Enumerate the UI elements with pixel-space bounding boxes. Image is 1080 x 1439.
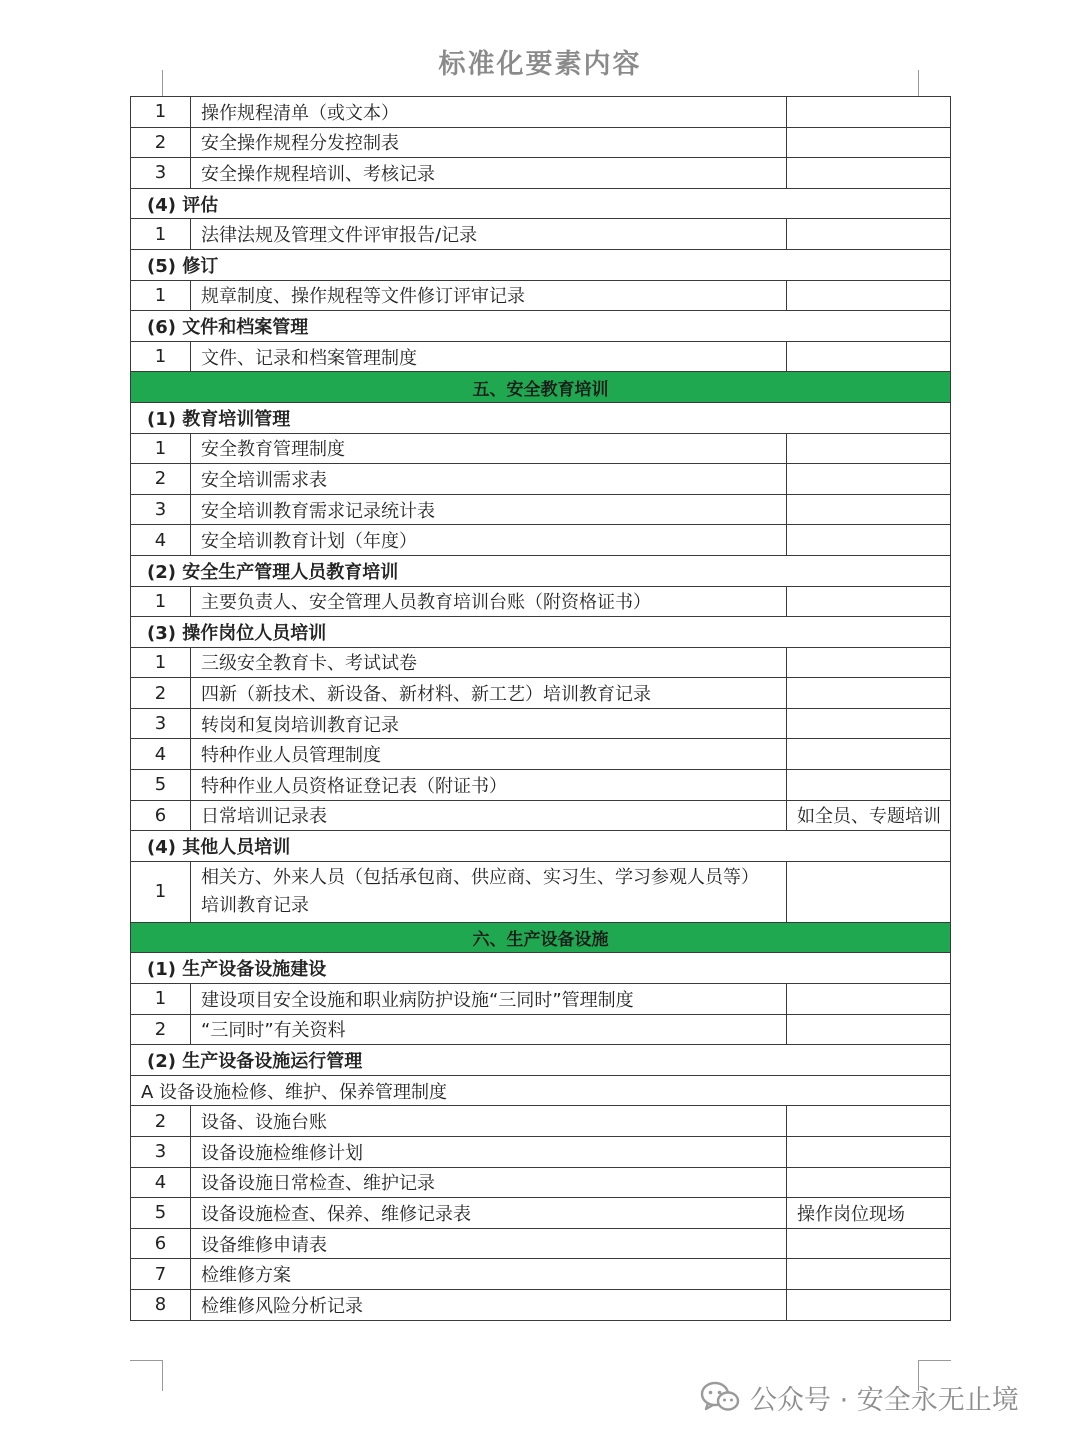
page-title: 标准化要素内容 [438, 49, 642, 80]
row-number: 4 [131, 739, 191, 770]
row-item-text: 设备设施日常检查、维护记录 [191, 1167, 787, 1198]
row-item-text: 特种作业人员管理制度 [191, 739, 787, 770]
row-note [787, 708, 951, 739]
row-note [787, 984, 951, 1015]
row-number: 8 [131, 1289, 191, 1320]
row-number: 1 [131, 586, 191, 617]
row-note [787, 464, 951, 495]
row-item-text: 特种作业人员资格证登记表（附证书） [191, 770, 787, 801]
table-row [131, 984, 951, 1015]
crop-mark-bottom-left [130, 1360, 163, 1391]
row-number: 2 [131, 127, 191, 158]
row-item-text: 相关方、外来人员（包括承包商、供应商、实习生、学习参观人员等）培训教育记录 [191, 861, 787, 922]
row-note [787, 494, 951, 525]
table-row [131, 158, 951, 189]
row-item-text: 安全培训教育需求记录统计表 [191, 494, 787, 525]
row-note [787, 586, 951, 617]
section-title: (2) 安全生产管理人员教育培训 [131, 555, 951, 586]
table-row [131, 1137, 951, 1168]
row-number: 3 [131, 494, 191, 525]
table-row [131, 219, 951, 250]
table-row [131, 1014, 951, 1045]
table-row [131, 1289, 951, 1320]
row-number: 3 [131, 708, 191, 739]
table-row [131, 1198, 951, 1229]
row-item-text: 日常培训记录表 [191, 800, 787, 831]
row-note [787, 341, 951, 372]
chapter-title: 六、生产设备设施 [131, 922, 951, 953]
row-number: 1 [131, 433, 191, 464]
row-note [787, 1289, 951, 1320]
row-item-text: 安全培训需求表 [191, 464, 787, 495]
row-item-text: 转岗和复岗培训教育记录 [191, 708, 787, 739]
section-header-row [131, 1045, 951, 1076]
table-row [131, 464, 951, 495]
table-row [131, 1228, 951, 1259]
table-row [131, 127, 951, 158]
table-row [131, 708, 951, 739]
row-number: 5 [131, 1198, 191, 1229]
row-number: 2 [131, 678, 191, 709]
section-title: (4) 其他人员培训 [131, 831, 951, 862]
section-title: (1) 生产设备设施建设 [131, 953, 951, 984]
row-note [787, 1228, 951, 1259]
row-item-text: 规章制度、操作规程等文件修订评审记录 [191, 280, 787, 311]
section-header-row [131, 402, 951, 433]
full-width-row [131, 1075, 951, 1106]
table-row [131, 1167, 951, 1198]
row-item-text: 法律法规及管理文件评审报告/记录 [191, 219, 787, 250]
row-note: 如全员、专题培训 [787, 800, 951, 831]
table-row [131, 678, 951, 709]
section-title: (5) 修订 [131, 249, 951, 280]
row-note [787, 525, 951, 556]
row-note [787, 678, 951, 709]
table-row [131, 494, 951, 525]
row-item-text: 安全教育管理制度 [191, 433, 787, 464]
row-item-text: 安全操作规程分发控制表 [191, 127, 787, 158]
row-item-text: 设备维修申请表 [191, 1228, 787, 1259]
row-note [787, 1259, 951, 1290]
row-number: 6 [131, 800, 191, 831]
row-note [787, 739, 951, 770]
section-header-row [131, 555, 951, 586]
wechat-icon [700, 1380, 740, 1414]
chapter-header-row [131, 372, 951, 403]
row-note [787, 219, 951, 250]
standard-elements-table [130, 96, 951, 1321]
crop-mark-top-right [918, 70, 951, 96]
section-header-row [131, 311, 951, 342]
table-row [131, 433, 951, 464]
row-note [787, 647, 951, 678]
section-header-row [131, 831, 951, 862]
section-title: (1) 教育培训管理 [131, 402, 951, 433]
row-number: 6 [131, 1228, 191, 1259]
row-item-text: 设备设施检查、保养、维修记录表 [191, 1198, 787, 1229]
row-number: 5 [131, 770, 191, 801]
table-row [131, 770, 951, 801]
section-header-row [131, 249, 951, 280]
row-number: 2 [131, 464, 191, 495]
row-item-text: 检维修方案 [191, 1259, 787, 1290]
row-number: 1 [131, 647, 191, 678]
table-row [131, 739, 951, 770]
row-note [787, 433, 951, 464]
row-number: 7 [131, 1259, 191, 1290]
row-note [787, 158, 951, 189]
row-item-text: 建设项目安全设施和职业病防护设施“三同时”管理制度 [191, 984, 787, 1015]
section-header-row [131, 617, 951, 648]
section-title: (6) 文件和档案管理 [131, 311, 951, 342]
row-item-text: 三级安全教育卡、考试试卷 [191, 647, 787, 678]
watermark-text: 公众号 · 安全永无止境 [750, 1384, 1019, 1416]
row-item-text: 检维修风险分析记录 [191, 1289, 787, 1320]
table-row [131, 800, 951, 831]
table-row [131, 647, 951, 678]
table-row [131, 586, 951, 617]
row-item-text: 文件、记录和档案管理制度 [191, 341, 787, 372]
section-header-row [131, 953, 951, 984]
chapter-title: 五、安全教育培训 [131, 372, 951, 403]
row-number: 1 [131, 97, 191, 128]
row-number: 1 [131, 984, 191, 1015]
row-item-text: 主要负责人、安全管理人员教育培训台账（附资格证书） [191, 586, 787, 617]
table-row [131, 1106, 951, 1137]
row-note [787, 127, 951, 158]
row-note [787, 1137, 951, 1168]
table-row [131, 861, 951, 922]
section-title: (3) 操作岗位人员培训 [131, 617, 951, 648]
row-number: 2 [131, 1106, 191, 1137]
table-row [131, 525, 951, 556]
table-row [131, 280, 951, 311]
row-item-text: 设备、设施台账 [191, 1106, 787, 1137]
watermark [700, 1375, 1019, 1419]
row-note [787, 1167, 951, 1198]
row-number: 1 [131, 280, 191, 311]
row-item-text: “三同时”有关资料 [191, 1014, 787, 1045]
row-note [787, 770, 951, 801]
crop-mark-top-left [130, 70, 163, 96]
table-row [131, 97, 951, 128]
row-item-text: 安全培训教育计划（年度） [191, 525, 787, 556]
row-number: 1 [131, 341, 191, 372]
row-number: 3 [131, 158, 191, 189]
row-note [787, 1106, 951, 1137]
row-number: 1 [131, 219, 191, 250]
row-number: 4 [131, 525, 191, 556]
row-number: 3 [131, 1137, 191, 1168]
table-row [131, 1259, 951, 1290]
row-item-text: 设备设施检维修计划 [191, 1137, 787, 1168]
row-number: 1 [131, 861, 191, 922]
row-note [787, 97, 951, 128]
section-header-row [131, 188, 951, 219]
row-item-text: 操作规程清单（或文本） [191, 97, 787, 128]
row-note [787, 280, 951, 311]
row-item-text: 安全操作规程培训、考核记录 [191, 158, 787, 189]
row-note [787, 1014, 951, 1045]
row-note: 操作岗位现场 [787, 1198, 951, 1229]
row-item-text: A 设备设施检修、维护、保养管理制度 [131, 1075, 951, 1106]
row-number: 2 [131, 1014, 191, 1045]
table-row [131, 341, 951, 372]
section-title: (2) 生产设备设施运行管理 [131, 1045, 951, 1076]
chapter-header-row [131, 922, 951, 953]
row-number: 4 [131, 1167, 191, 1198]
section-title: (4) 评估 [131, 188, 951, 219]
row-item-text: 四新（新技术、新设备、新材料、新工艺）培训教育记录 [191, 678, 787, 709]
row-note [787, 861, 951, 922]
